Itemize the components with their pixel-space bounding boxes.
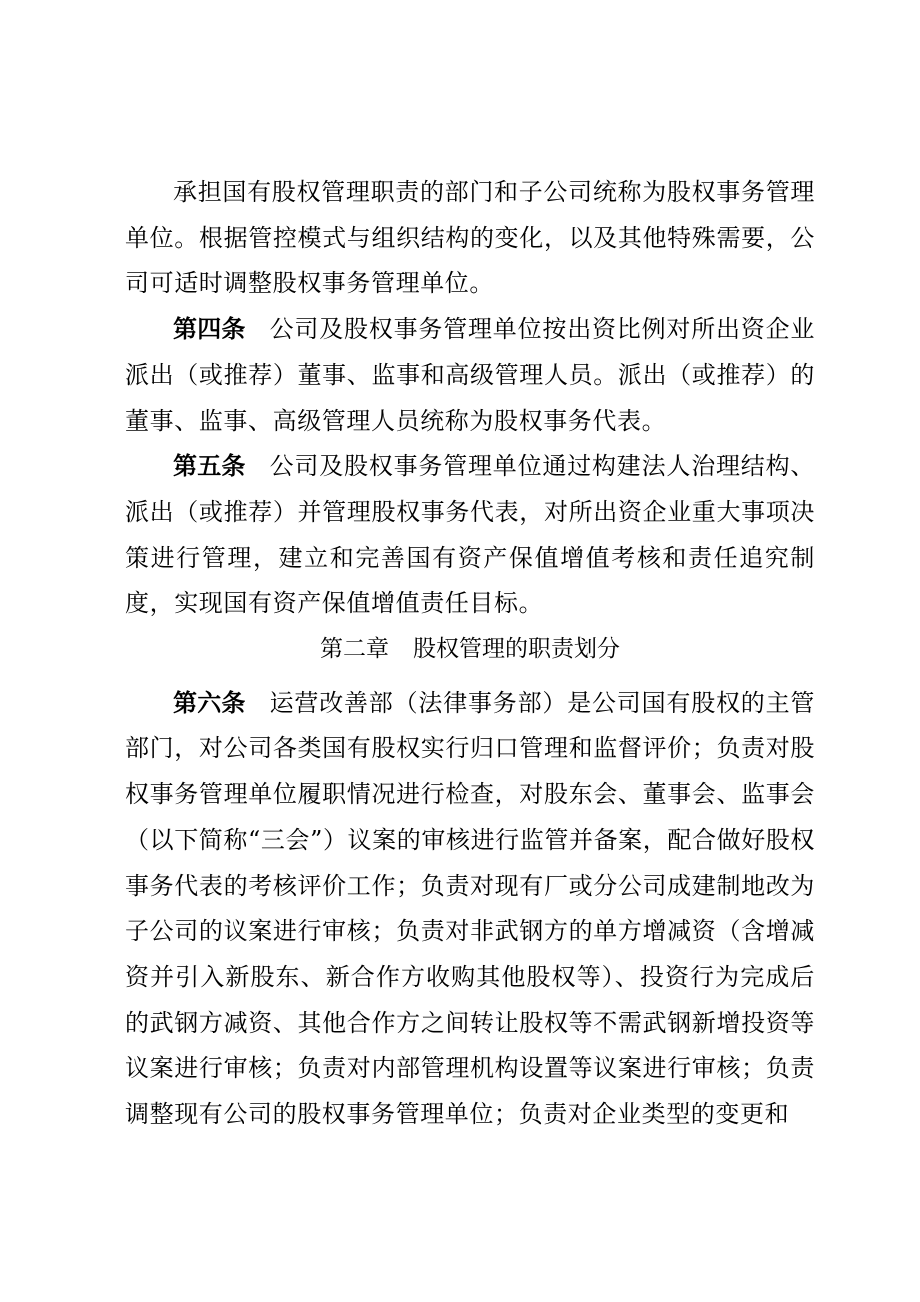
- article-number: 第四条: [173, 315, 246, 344]
- document-page: [125, 170, 815, 1138]
- paragraph-management-units: [125, 170, 815, 307]
- chapter-heading: [125, 627, 815, 673]
- paragraph-text: 承担国有股权管理职责的部门和子公司统称为股权事务管理单位。根据管控模式与组织结构的变化，以及其他特殊需要，公司可适时调整股权事务管理单位。: [125, 178, 815, 298]
- article-5: [125, 444, 815, 627]
- article-4: [125, 307, 815, 444]
- article-number: 第六条: [173, 688, 246, 717]
- chapter-title: 股权管理的职责划分: [413, 636, 620, 663]
- article-text: 公司及股权事务管理单位按出资比例对所出资企业派出（或推荐）董事、监事和高级管理人员。派出（或推荐）的董事、监事、高级管理人员统称为股权事务代表。: [125, 315, 816, 435]
- article-text: 公司及股权事务管理单位通过构建法人治理结构、派出（或推荐）并管理股权事务代表，对所出资企业重大事项决策进行管理，建立和完善国有资产保值增值考核和责任追究制度，实现国有资产保值增值责任目标。: [125, 452, 816, 618]
- article-text: 运营改善部（法律事务部）是公司国有股权的主管部门，对公司各类国有股权实行归口管理和监督评价；负责对股权事务管理单位履职情况进行检查，对股东会、董事会、监事会（以下简称“三会”）议案的审核进行监管并备案，配合做好股权事务代表的考核评价工作；负责对现有厂或分公司成建制地改为子公司的议案进行审核；负责对非武钢方的单方增减资（含增减资并引入新股东、新合作方收购其他股权等）、投资行为完成后的武钢方减资、其他合作方之间转让股权等不需武钢新增投资等议案进行审核；负责对内部管理机构设置等议案进行审核；负责调整现有公司的股权事务管理单位；负责对企业类型的变更和: [125, 688, 816, 1129]
- chapter-number: 第二章: [320, 636, 389, 663]
- article-6: [125, 681, 815, 1138]
- article-number: 第五条: [173, 452, 246, 481]
